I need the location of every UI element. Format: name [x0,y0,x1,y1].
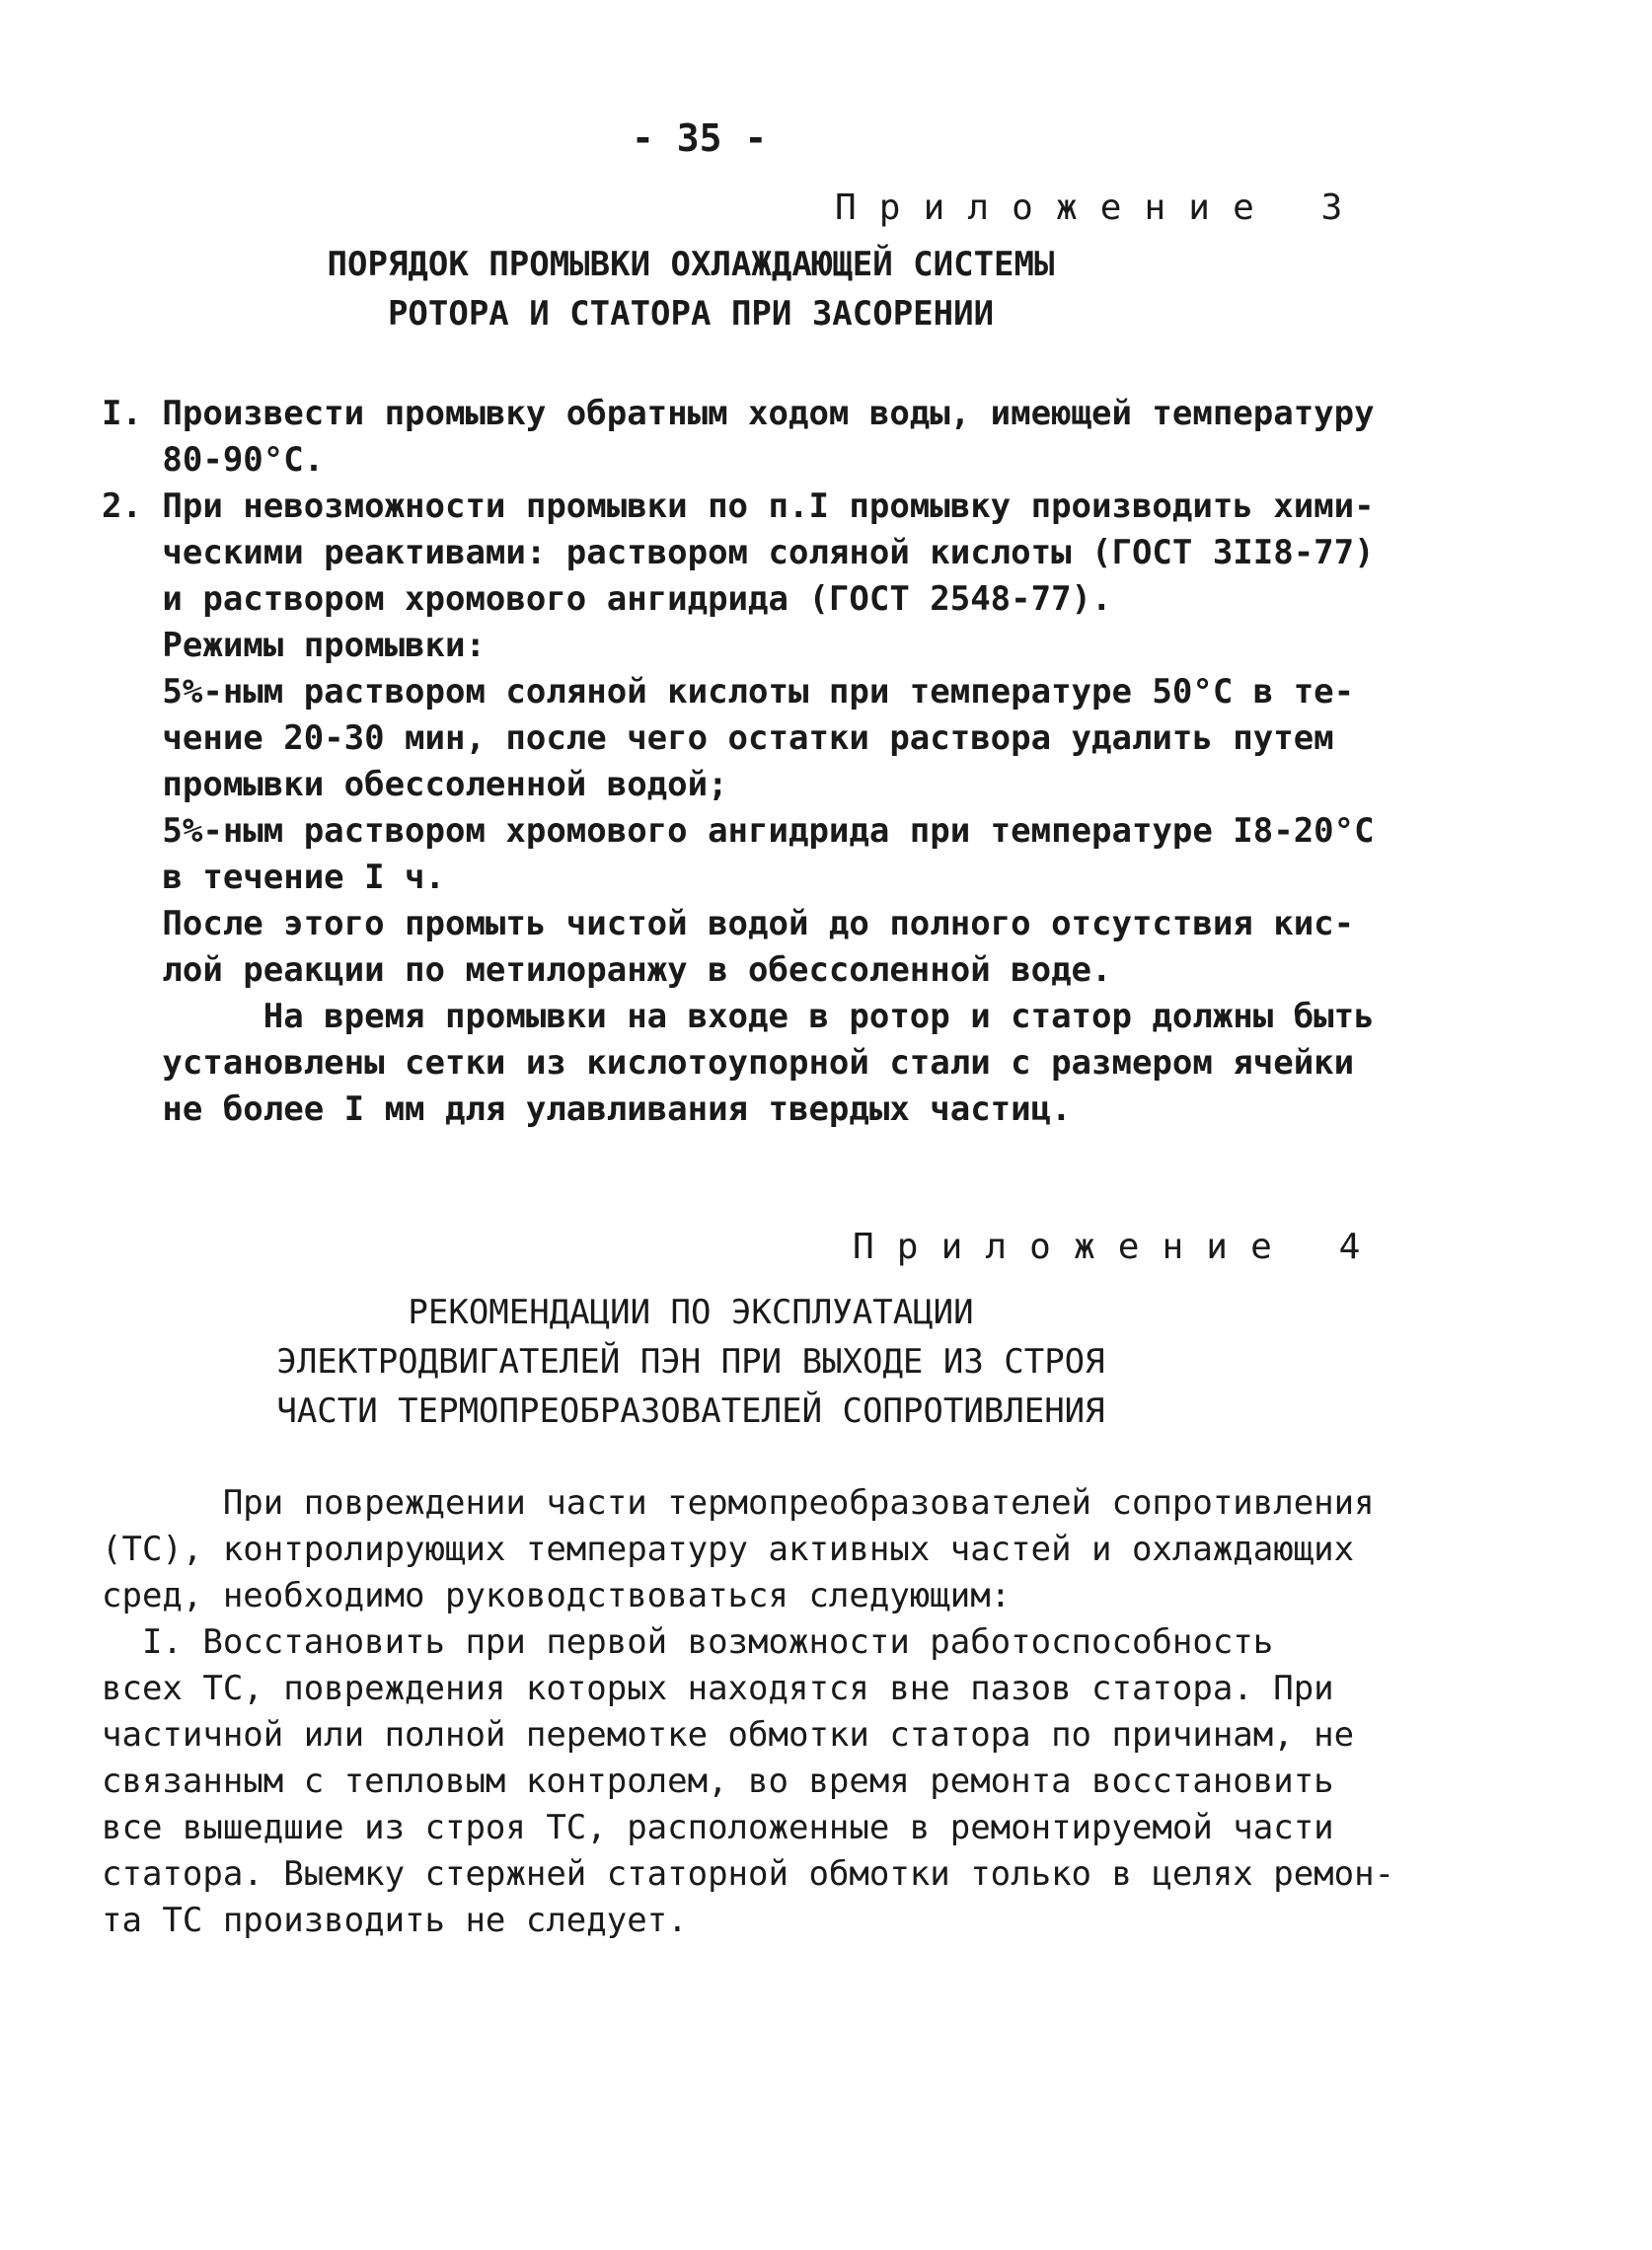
appendix-3-title-line-1: ПОРЯДОК ПРОМЫВКИ ОХЛАЖДАЮЩЕЙ СИСТЕМЫ [327,245,1055,284]
appendix-4-line: связанным с тепловым контролем, во время ремонта восстановить [102,1762,1334,1801]
appendix-4-line: та ТС производить не следует. [102,1901,688,1940]
appendix-3-line: промывки обессоленной водой; [102,765,728,804]
appendix-4-title-line-1: РЕКОМЕНДАЦИИ ПО ЭКСПЛУАТАЦИИ [408,1293,974,1332]
appendix-4-line: (ТС), контролирующих температуру активных частей и охлаждающих [102,1530,1355,1569]
appendix-3-line: 2. При невозможности промывки по п.I промывку производить хими- [102,487,1375,526]
appendix-3-title-line-2: РОТОРА И СТАТОРА ПРИ ЗАСОРЕНИИ [387,294,995,334]
appendix-4-title-line-3: ЧАСТИ ТЕРМОПРЕОБРАЗОВАТЕЛЕЙ СОПРОТИВЛЕНИЯ [276,1391,1105,1431]
appendix-4-line: статора. Выемку стержней статорной обмотки только в целях ремон- [102,1854,1395,1894]
appendix-4-title-line-2: ЭЛЕКТРОДВИГАТЕЛЕЙ ПЭН ПРИ ВЫХОДЕ ИЗ СТРОЯ [276,1342,1105,1382]
appendix-3-label: П р и л о ж е н и е 3 [835,188,1344,228]
appendix-3-line: 5%-ным раствором соляной кислоты при температуре 50°С в те- [102,672,1355,712]
appendix-3-line: I. Произвести промывку обратным ходом воды, имеющей температуру [102,394,1375,433]
appendix-4-label: П р и л о ж е н и е 4 [853,1227,1362,1267]
appendix-3-line: 5%-ным раствором хромового ангидрида при температуре I8-20°С [102,811,1375,851]
appendix-3-line: После этого промыть чистой водой до полного отсутствия кис- [102,904,1355,943]
appendix-3-line: в течение I ч. [102,858,445,897]
appendix-3-line: установлены сетки из кислотоупорной стали с размером ячейки [102,1043,1355,1083]
appendix-3-line: лой реакции по метилоранжу в обессоленной воде. [102,950,1112,990]
appendix-3-line: и раствором хромового ангидрида (ГОСТ 2548-77). [102,579,1112,619]
appendix-3-line: чение 20-30 мин, после чего остатки раствора удалить путем [102,718,1334,758]
appendix-4-line: частичной или полной перемотке обмотки статора по причинам, не [102,1715,1355,1755]
appendix-3-line: 80-90°С. [102,440,325,480]
appendix-4-line: сред, необходимо руководствоваться следующим: [102,1576,1012,1615]
appendix-4-line: При повреждении части термопреобразователей сопротивления [102,1483,1375,1523]
appendix-4-line: всех ТС, повреждения которых находятся вне пазов статора. При [102,1669,1334,1708]
appendix-4-line: все вышедшие из строя ТС, расположенные в ремонтируемой части [102,1808,1334,1847]
page-number: - 35 - [632,116,768,160]
appendix-3-line: Режимы промывки: [102,626,486,665]
appendix-3-line: ческими реактивами: раствором соляной кислоты (ГОСТ 3II8-77) [102,533,1375,572]
appendix-3-line: На время промывки на входе в ротор и статор должны быть [102,997,1375,1036]
appendix-3-line: не более I мм для улавливания твердых частиц. [102,1089,1072,1129]
appendix-4-line: I. Восстановить при первой возможности работоспособность [102,1622,1274,1662]
